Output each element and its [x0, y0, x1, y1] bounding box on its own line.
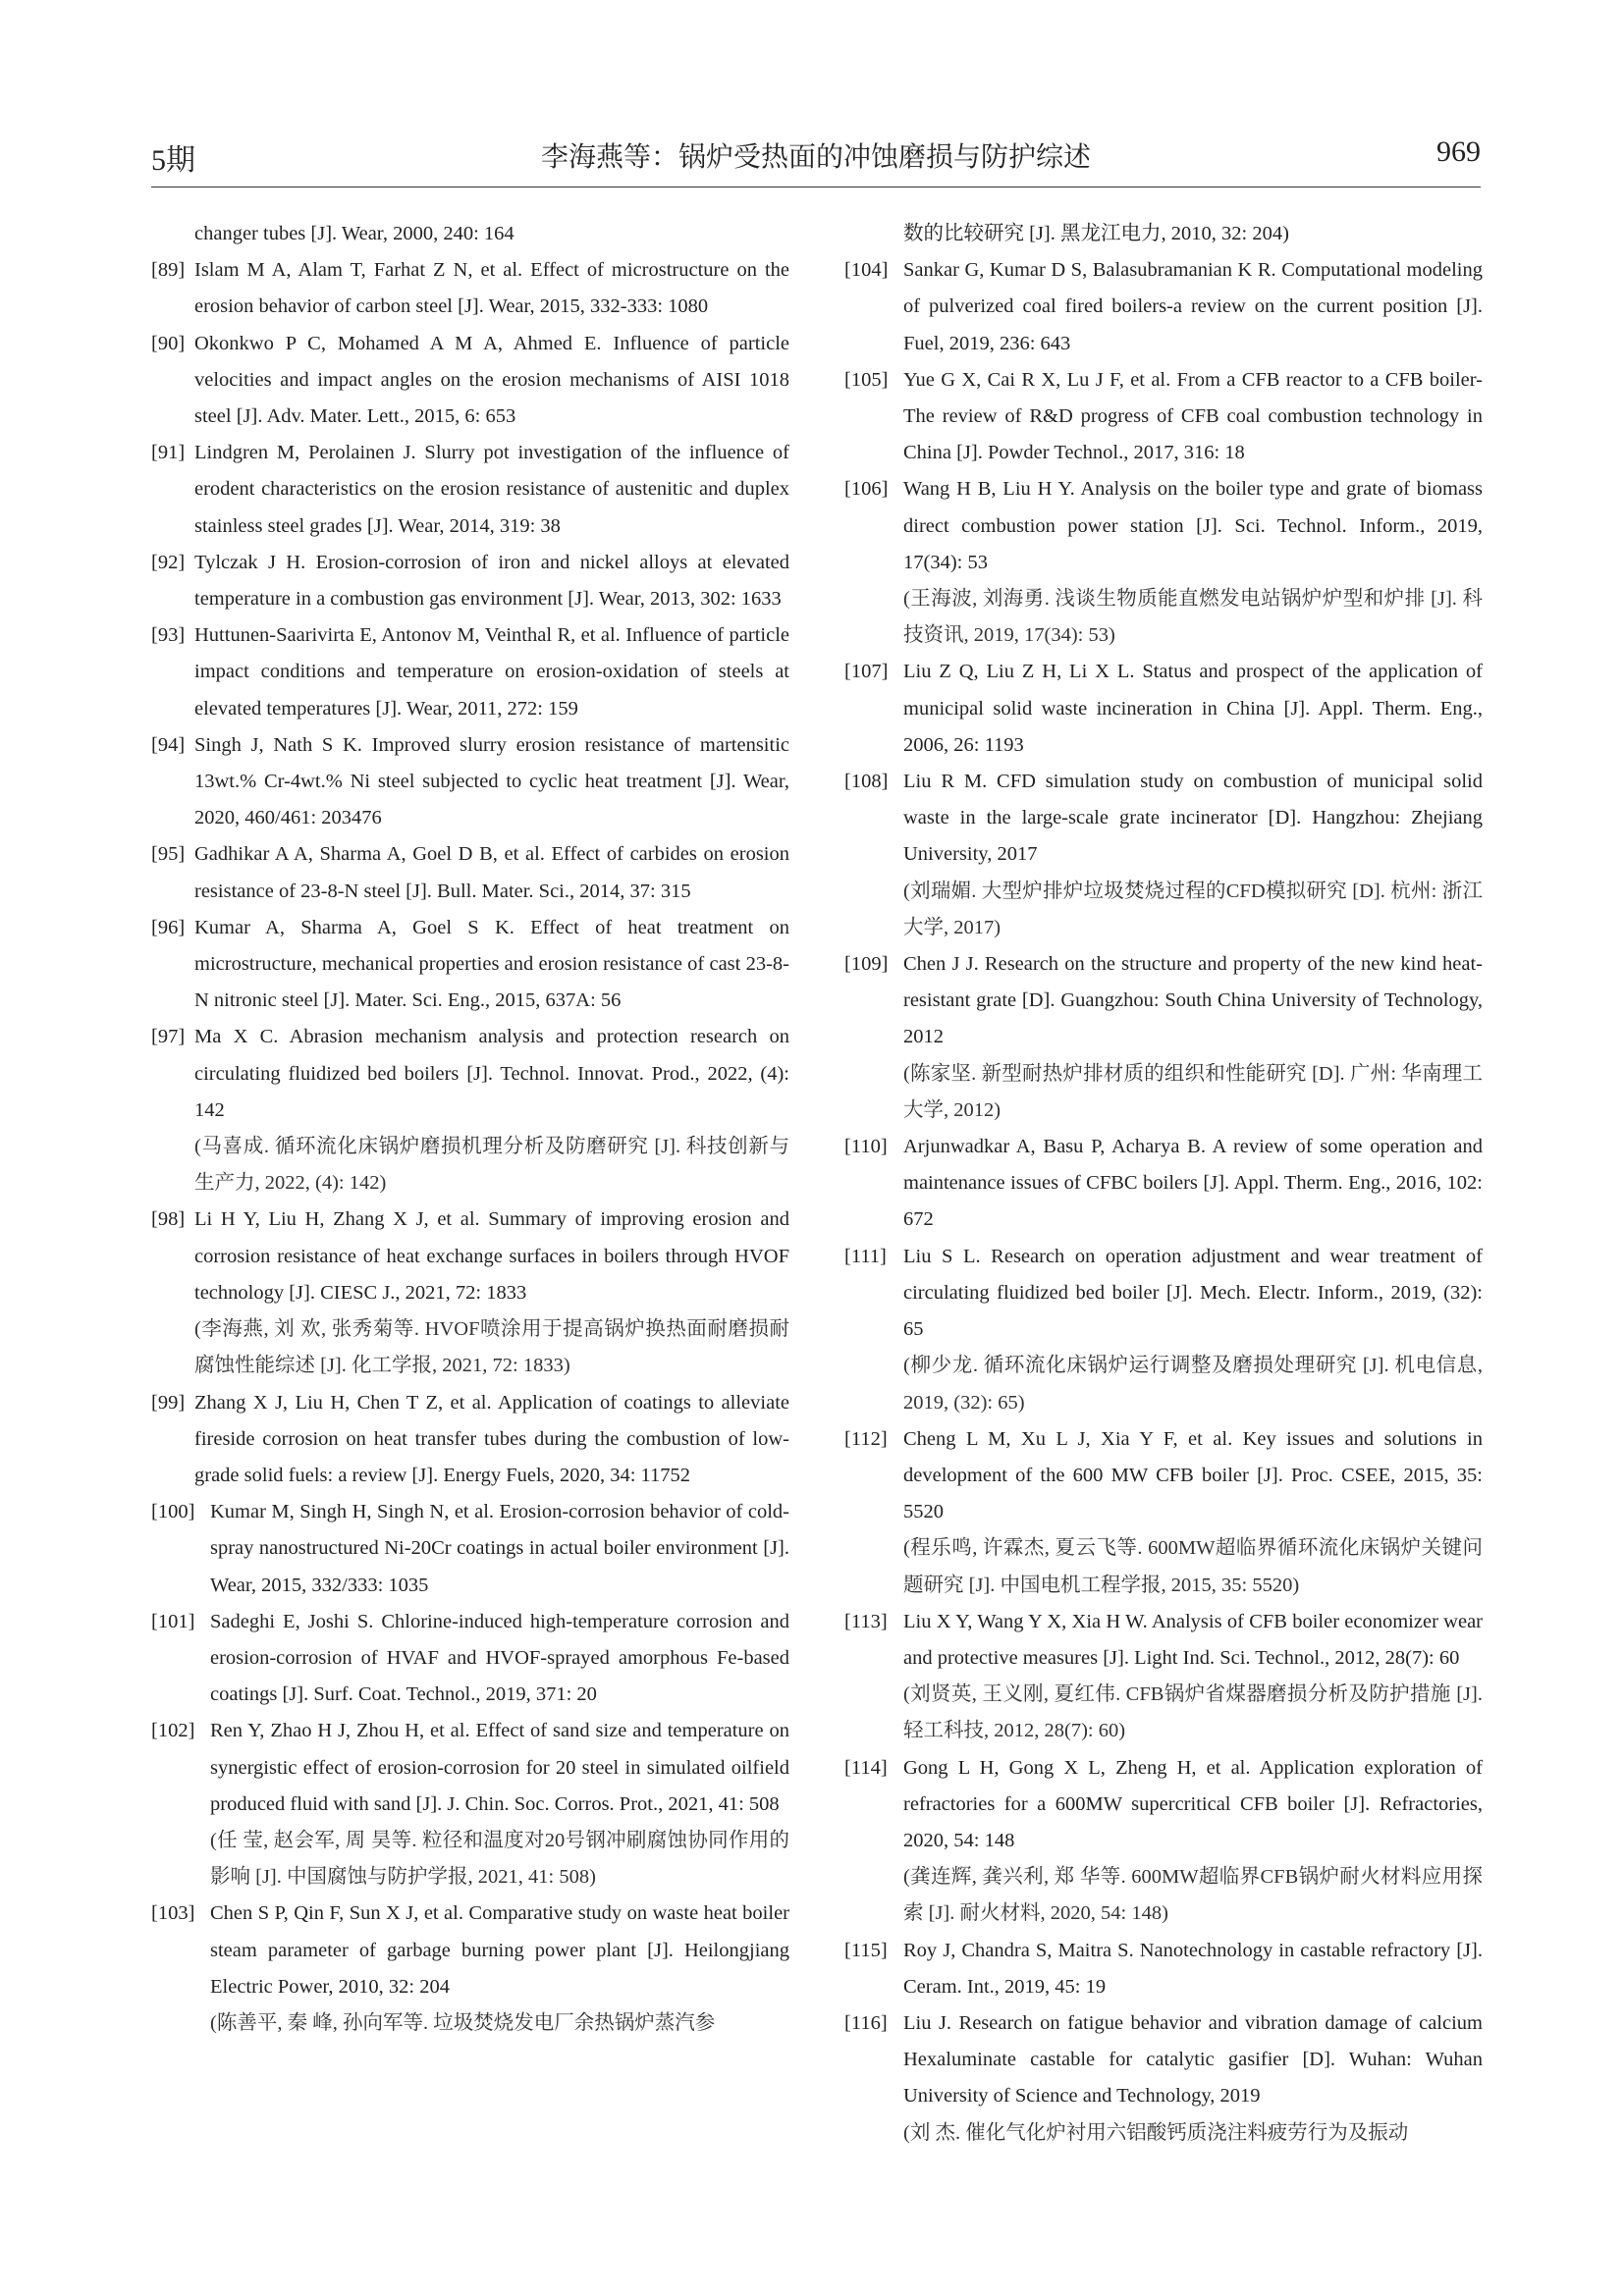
reference-text: Yue G X, Cai R X, Lu J F, et al. From a CFB reactor to a CFB boiler-The review of R&D progress of CFB coal combustion technology in China [J]. Powder Technol., 2017, 316: 18	[903, 368, 1483, 464]
reference-text: Liu J. Research on fatigue behavior and vibration damage of calcium Hexaluminate castable for catalytic gasifier [D]. Wuhan: Wuhan University of Science and Technology, 2019	[903, 2011, 1483, 2108]
reference-number: [101]	[151, 1610, 195, 1632]
reference-item	[151, 545, 789, 617]
reference-text: Gong L H, Gong X L, Zheng H, et al. Application exploration of refractories for a 600MW supercritical CFB boiler [J]. Refractories, 2020, 54: 148	[903, 1756, 1483, 1851]
running-title: 李海燕等：锅炉受热面的冲蚀磨损与防护综述	[540, 142, 1091, 173]
reference-chinese-text: (王海波, 刘海勇. 浅谈生物质能直燃发电站锅炉炉型和炉排 [J]. 科技资讯, 2019, 17(34): 53)	[903, 588, 1483, 647]
page-number: 969	[1436, 135, 1481, 168]
reference-item	[151, 910, 789, 1020]
reference-text: Zhang X J, Liu H, Chen T Z, et al. Application of coatings to alleviate fireside corrosion on heat transfer tubes during the combustion of low-grade solid fuels: a review [J]. Energy Fuels, 2020, 34: 11752	[194, 1391, 789, 1486]
reference-text: Okonkwo P C, Mohamed A M A, Ahmed E. Influence of particle velocities and impact angles on the erosion mechanisms of AISI 1018 steel [J]. Adv. Mater. Lett., 2015, 6: 653	[194, 332, 789, 428]
reference-body	[194, 252, 789, 325]
reference-text: Liu S L. Research on operation adjustment and wear treatment of circulating fluidized bed boiler [J]. Mech. Electr. Inform., 2019, (32): 65	[903, 1245, 1483, 1341]
reference-item	[844, 654, 1483, 764]
reference-number: [107]	[844, 661, 889, 683]
reference-item	[151, 435, 789, 545]
reference-body	[194, 1385, 789, 1495]
reference-body	[903, 654, 1483, 764]
reference-text: Sankar G, Kumar D S, Balasubramanian K R. Computational modeling of pulverized coal fired boilers-a review on the current position [J]. Fuel, 2019, 236: 643	[903, 259, 1483, 354]
reference-body	[194, 1201, 789, 1384]
reference-number: [96]	[151, 916, 186, 938]
reference-body	[903, 1421, 1483, 1604]
reference-item	[151, 1201, 789, 1384]
reference-number: [106]	[844, 478, 889, 501]
reference-item	[844, 471, 1483, 654]
reference-text: Chen S P, Qin F, Sun X J, et al. Comparative study on waste heat boiler steam parameter of garbage burning power plant [J]. Heilongjiang Electric Power, 2010, 32: 204	[210, 1902, 789, 1998]
reference-item	[844, 1421, 1483, 1604]
reference-number: [105]	[844, 368, 889, 391]
reference-body	[903, 1750, 1483, 1933]
reference-number: [98]	[151, 1208, 186, 1231]
reference-chinese-text: (刘 杰. 催化气化炉衬用六铝酸钙质浇注料疲劳行为及振动	[903, 2121, 1409, 2144]
reference-item	[844, 1933, 1483, 2005]
reference-body	[903, 2005, 1483, 2152]
reference-item	[844, 946, 1483, 1129]
reference-item	[844, 1750, 1483, 1933]
reference-item	[151, 326, 789, 436]
reference-text: Liu X Y, Wang Y X, Xia H W. Analysis of CFB boiler economizer wear and protective measures [J]. Light Ind. Sci. Technol., 2012, 28(7): 60	[903, 1610, 1483, 1669]
reference-chinese-text: (柳少龙. 循环流化床锅炉运行调整及磨损处理研究 [J]. 机电信息, 2019, (32): 65)	[903, 1355, 1483, 1414]
reference-chinese-text: (刘贤英, 王义刚, 夏红伟. CFB锅炉省煤器磨损分析及防护措施 [J]. 轻工科技, 2012, 28(7): 60)	[903, 1683, 1483, 1742]
reference-text: Tylczak J H. Erosion-corrosion of iron and nickel alloys at elevated temperature in a combustion gas environment [J]. Wear, 2013, 302: 1633	[194, 551, 789, 611]
reference-item	[151, 1713, 789, 1896]
reference-number: [116]	[844, 2011, 888, 2034]
reference-chinese-text: (马喜成. 循环流化床锅炉磨损机理分析及防磨研究 [J]. 科技创新与生产力, 2022, (4): 142)	[194, 1136, 789, 1195]
reference-item	[844, 252, 1483, 362]
reference-text: Sadeghi E, Joshi S. Chlorine-induced high-temperature corrosion and erosion-corrosion of HVAF and HVOF-sprayed amorphous Fe-based coatings [J]. Surf. Coat. Technol., 2019, 371: 20	[210, 1610, 789, 1706]
reference-number: [90]	[151, 332, 186, 354]
reference-body	[210, 1896, 789, 2042]
reference-body	[903, 252, 1483, 362]
reference-body	[210, 1494, 789, 1604]
reference-body	[903, 1239, 1483, 1421]
reference-text: Chen J J. Research on the structure and property of the new kind heat-resistant grate [D]. Guangzhou: South China University of Technology, 2012	[903, 953, 1483, 1048]
reference-body	[903, 946, 1483, 1129]
reference-continuation: changer tubes [J]. Wear, 2000, 240: 164	[194, 223, 514, 244]
reference-chinese-text: (程乐鸣, 许霖杰, 夏云飞等. 600MW超临界循环流化床锅炉关键问题研究 [J]. 中国电机工程学报, 2015, 35: 5520)	[903, 1537, 1483, 1596]
reference-body	[194, 326, 789, 436]
reference-number: [110]	[844, 1136, 888, 1158]
reference-text: Cheng L M, Xu L J, Xia Y F, et al. Key issues and solutions in development of the 600 MW CFB boiler [J]. Proc. CSEE, 2015, 35: 5520	[903, 1427, 1483, 1523]
reference-number: [99]	[151, 1391, 186, 1414]
reference-text: Kumar A, Sharma A, Goel S K. Effect of heat treatment on microstructure, mechanical properties and erosion resistance of cast 23-8-N nitronic steel [J]. Mater. Sci. Eng., 2015, 637A: 56	[194, 916, 789, 1012]
reference-body	[903, 471, 1483, 654]
reference-text: Singh J, Nath S K. Improved slurry erosion resistance of martensitic 13wt.% Cr-4wt.% Ni steel subjected to cyclic heat treatment [J]. Wear, 2020, 460/461: 203476	[194, 733, 789, 829]
reference-text: Ma X C. Abrasion mechanism analysis and protection research on circulating fluidized bed boilers [J]. Technol. Innovat. Prod., 2022, (4): 142	[194, 1026, 789, 1121]
reference-item	[151, 1494, 789, 1604]
reference-item	[151, 252, 789, 325]
reference-item	[844, 362, 1483, 472]
reference-body	[903, 1129, 1483, 1239]
reference-text: Li H Y, Liu H, Zhang X J, et al. Summary of improving erosion and corrosion resistance of heat exchange surfaces in boilers through HVOF technology [J]. CIESC J., 2021, 72: 1833	[194, 1208, 789, 1304]
reference-chinese-text: (任 莹, 赵会军, 周 昊等. 粒径和温度对20号钢冲刷腐蚀协同作用的影响 [J]. 中国腐蚀与防护学报, 2021, 41: 508)	[210, 1829, 789, 1889]
reference-item	[151, 1896, 789, 2042]
reference-item	[844, 1129, 1483, 1239]
reference-body	[194, 836, 789, 909]
reference-text: Ren Y, Zhao H J, Zhou H, et al. Effect of sand size and temperature on synergistic effect of erosion-corrosion for 20 steel in simulated oilfield produced fluid with sand [J]. J. Chin. Soc. Corros. Prot., 2021, 41: 508	[210, 1720, 789, 1815]
reference-number: [108]	[844, 771, 889, 793]
reference-text: Lindgren M, Perolainen J. Slurry pot investigation of the influence of erodent characteristics on the erosion resistance of austenitic and duplex stainless steel grades [J]. Wear, 2014, 319: 38	[194, 442, 789, 537]
issue-number: 5期	[151, 144, 195, 177]
reference-item	[151, 1385, 789, 1495]
reference-item	[844, 764, 1483, 946]
reference-body	[903, 764, 1483, 946]
reference-text: Arjunwadkar A, Basu P, Acharya B. A review of some operation and maintenance issues of CFBC boilers [J]. Appl. Therm. Eng., 2016, 102: 672	[903, 1136, 1483, 1231]
reference-number: [92]	[151, 551, 186, 573]
reference-number: [104]	[844, 259, 889, 282]
reference-text: Gadhikar A A, Sharma A, Goel D B, et al. Effect of carbides on erosion resistance of 23-8-N steel [J]. Bull. Mater. Sci., 2014, 37: 315	[194, 843, 789, 902]
reference-text: Huttunen-Saarivirta E, Antonov M, Veinthal R, et al. Influence of particle impact conditions and temperature on erosion-oxidation of steels at elevated temperatures [J]. Wear, 2011, 272: 159	[194, 624, 789, 720]
reference-body	[903, 1604, 1483, 1750]
reference-item	[151, 1019, 789, 1201]
reference-chinese-text: (龚连辉, 龚兴利, 郑 华等. 600MW超临界CFB锅炉耐火材料应用探索 [J]. 耐火材料, 2020, 54: 148)	[903, 1866, 1483, 1925]
reference-item	[844, 2005, 1483, 2152]
reference-number: [93]	[151, 624, 186, 647]
reference-text: Islam M A, Alam T, Farhat Z N, et al. Effect of microstructure on the erosion behavior of carbon steel [J]. Wear, 2015, 332-333: 1080	[194, 259, 789, 318]
reference-body	[210, 1604, 789, 1714]
reference-number: [115]	[844, 1939, 888, 1961]
reference-item	[844, 1604, 1483, 1750]
reference-continuation: 数的比较研究 [J]. 黑龙江电力, 2010, 32: 204)	[903, 223, 1289, 244]
reference-body	[210, 1713, 789, 1896]
reference-number: [95]	[151, 843, 186, 866]
reference-body	[903, 362, 1483, 472]
running-header	[151, 135, 1481, 183]
reference-item	[151, 727, 789, 837]
reference-number: [100]	[151, 1501, 195, 1523]
reference-number: [111]	[844, 1245, 887, 1267]
reference-text: Kumar M, Singh H, Singh N, et al. Erosion-corrosion behavior of cold-spray nanostructured Ni-20Cr coatings in actual boiler environment [J]. Wear, 2015, 332/333: 1035	[210, 1501, 789, 1596]
reference-chinese-text: (陈家坚. 新型耐热炉排材质的组织和性能研究 [D]. 广州: 华南理工大学, 2012)	[903, 1062, 1483, 1121]
reference-body	[194, 435, 789, 545]
reference-number: [97]	[151, 1026, 186, 1048]
reference-text: Liu R M. CFD simulation study on combustion of municipal solid waste in the large-scale grate incinerator [D]. Hangzhou: Zhejiang University, 2017	[903, 771, 1483, 866]
reference-chinese-text: (陈善平, 秦 峰, 孙向军等. 垃圾焚烧发电厂余热锅炉蒸汽参	[210, 2011, 716, 2034]
reference-column-right	[844, 216, 1483, 2152]
reference-number: [113]	[844, 1610, 888, 1632]
reference-number: [94]	[151, 733, 186, 756]
reference-number: [91]	[151, 442, 186, 464]
reference-item	[151, 836, 789, 909]
reference-item	[151, 1604, 789, 1714]
reference-number: [89]	[151, 259, 186, 282]
reference-item	[844, 1239, 1483, 1421]
reference-chinese-text: (李海燕, 刘 欢, 张秀菊等. HVOF喷涂用于提高锅炉换热面耐磨损耐腐蚀性能综述 [J]. 化工学报, 2021, 72: 1833)	[194, 1318, 789, 1377]
reference-number: [102]	[151, 1720, 195, 1742]
reference-body	[194, 910, 789, 1020]
reference-chinese-text: (刘瑞媚. 大型炉排炉垃圾焚烧过程的CFD模拟研究 [D]. 杭州: 浙江大学, 2017)	[903, 880, 1483, 938]
reference-body	[194, 617, 789, 727]
reference-text: Liu Z Q, Liu Z H, Li X L. Status and prospect of the application of municipal solid waste incineration in China [J]. Appl. Therm. Eng., 2006, 26: 1193	[903, 661, 1483, 756]
reference-body	[194, 545, 789, 617]
reference-body	[194, 727, 789, 837]
reference-body	[194, 1019, 789, 1201]
reference-body	[903, 1933, 1483, 2005]
reference-number: [103]	[151, 1902, 195, 1925]
reference-number: [114]	[844, 1756, 888, 1779]
reference-number: [112]	[844, 1427, 888, 1450]
reference-column-left	[151, 216, 789, 2042]
reference-number: [109]	[844, 953, 889, 976]
reference-item	[151, 617, 789, 727]
reference-text: Roy J, Chandra S, Maitra S. Nanotechnology in castable refractory [J]. Ceram. Int., 2019, 45: 19	[903, 1939, 1483, 1998]
reference-text: Wang H B, Liu H Y. Analysis on the boiler type and grate of biomass direct combustion power station [J]. Sci. Technol. Inform., 2019, 17(34): 53	[903, 478, 1483, 573]
